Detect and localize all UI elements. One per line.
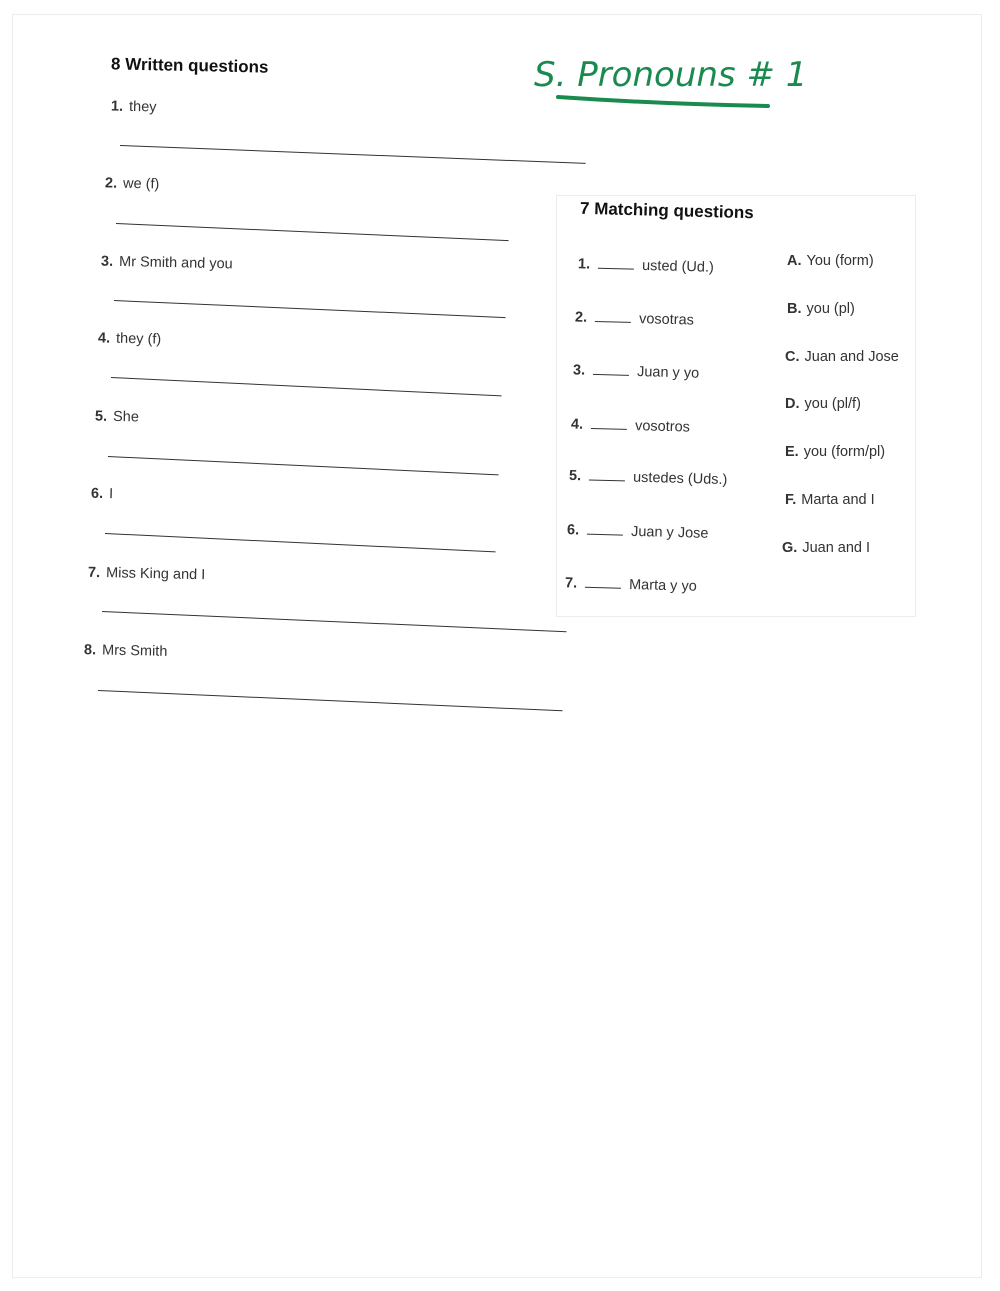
option-letter: B. <box>787 301 802 317</box>
answer-line-7[interactable] <box>102 611 567 632</box>
option-letter: G. <box>782 540 798 556</box>
option-text: you (form/pl) <box>803 444 886 460</box>
written-question-4 <box>98 330 162 347</box>
question-text: Mrs Smith <box>101 642 168 660</box>
answer-line-2[interactable] <box>116 223 509 241</box>
option-text: you (pl) <box>806 301 855 317</box>
option-letter: E. <box>785 444 799 460</box>
question-text: vosotros <box>634 418 691 436</box>
question-text: vosotras <box>638 311 695 329</box>
question-text: Mr Smith and you <box>118 254 233 273</box>
question-number: 2. <box>104 175 118 192</box>
question-number: 3. <box>100 253 114 270</box>
written-question-8 <box>84 642 168 660</box>
option-text: you (pl/f) <box>804 396 861 412</box>
question-number: 5. <box>568 467 582 485</box>
question-text: I <box>108 486 114 503</box>
handwritten-title <box>530 42 808 112</box>
option-letter: C. <box>785 349 800 365</box>
answer-line-4[interactable] <box>111 377 502 396</box>
answer-blank[interactable] <box>589 467 625 481</box>
question-number: 6. <box>90 485 104 503</box>
answer-blank[interactable] <box>595 309 631 323</box>
option-text: Juan and Jose <box>804 349 899 365</box>
question-text: usted (Ud.) <box>641 257 715 276</box>
question-number: 8. <box>83 642 97 659</box>
written-question-2 <box>105 175 160 192</box>
answer-blank[interactable] <box>585 575 621 589</box>
option-d <box>785 396 861 412</box>
answer-blank[interactable] <box>598 256 634 270</box>
answer-line-6[interactable] <box>105 533 496 552</box>
matching-question-5 <box>569 467 728 488</box>
question-text: Miss King and I <box>105 565 206 584</box>
option-text: Juan and I <box>802 540 871 556</box>
question-number: 3. <box>572 362 586 379</box>
written-question-3 <box>101 254 233 273</box>
answer-line-1[interactable] <box>120 145 586 164</box>
underline-stroke <box>558 97 768 106</box>
option-letter: D. <box>785 396 800 412</box>
option-text: Marta and I <box>801 492 875 508</box>
written-question-6 <box>91 486 113 502</box>
matching-question-3 <box>573 361 700 381</box>
matching-question-4 <box>571 415 690 435</box>
option-b <box>787 301 855 317</box>
matching-question-1 <box>578 255 714 276</box>
written-question-7 <box>88 565 206 583</box>
written-section-title: 8 Written questions <box>110 54 269 77</box>
question-number: 1. <box>110 98 124 115</box>
answer-blank[interactable] <box>593 362 629 376</box>
question-number: 1. <box>577 256 591 273</box>
option-letter: A. <box>787 253 802 269</box>
question-number: 5. <box>94 408 108 425</box>
written-question-5 <box>95 409 139 426</box>
answer-line-3[interactable] <box>114 300 506 318</box>
option-letter: F. <box>785 492 797 508</box>
handwritten-title-text: S. Pronouns # 1 <box>534 55 808 95</box>
option-f <box>785 492 875 508</box>
question-number: 2. <box>574 309 588 326</box>
question-text: they (f) <box>115 330 162 348</box>
written-question-1 <box>111 99 157 116</box>
question-text: they <box>128 98 157 116</box>
option-a <box>787 253 874 269</box>
option-e <box>785 444 885 460</box>
question-number: 7. <box>87 564 101 582</box>
matching-question-7 <box>565 574 697 594</box>
matching-section-title: 7 Matching questions <box>579 198 755 223</box>
option-c <box>785 349 899 365</box>
question-number: 6. <box>566 522 580 539</box>
answer-line-8[interactable] <box>98 690 563 711</box>
question-text: ustedes (Uds.) <box>632 469 728 489</box>
question-number: 4. <box>570 416 584 433</box>
answer-blank[interactable] <box>591 416 627 430</box>
question-text: Juan y Jose <box>630 523 709 542</box>
question-number: 7. <box>564 575 578 592</box>
question-text: Juan y yo <box>636 364 700 382</box>
question-text: Marta y yo <box>628 576 697 595</box>
question-text: we (f) <box>122 175 160 193</box>
matching-question-6 <box>567 521 709 542</box>
answer-blank[interactable] <box>587 522 623 536</box>
question-text: She <box>112 408 140 426</box>
option-text: You (form) <box>806 253 874 269</box>
matching-question-2 <box>575 308 694 328</box>
answer-line-5[interactable] <box>108 456 499 475</box>
question-number: 4. <box>97 330 111 347</box>
option-g <box>782 540 870 556</box>
